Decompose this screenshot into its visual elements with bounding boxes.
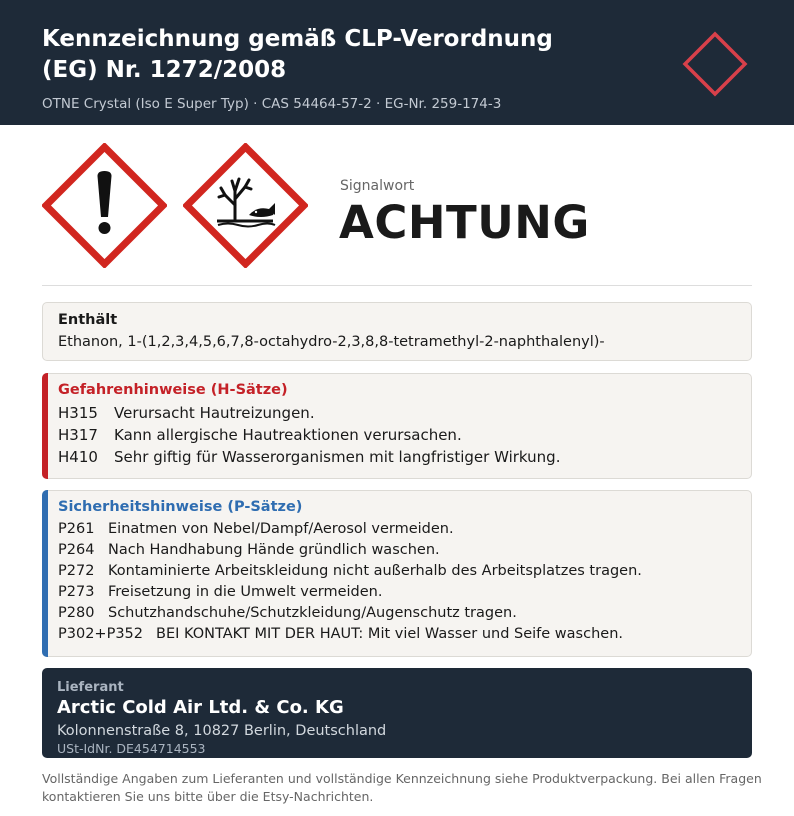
precautionary-statements-section bbox=[42, 490, 752, 657]
precaution-text: Schutzhandschuhe/Schutzkleidung/Augenschutz tragen. bbox=[108, 605, 517, 621]
contains-section bbox=[42, 302, 752, 361]
precautionary-statements-title: Sicherheitshinweise (P-Sätze) bbox=[58, 499, 303, 515]
precaution-statement bbox=[58, 542, 440, 558]
label-header bbox=[0, 0, 794, 125]
precaution-code: P261 bbox=[58, 521, 95, 537]
signal-word: ACHTUNG bbox=[339, 196, 590, 249]
hazard-statements-title: Gefahrenhinweise (H-Sätze) bbox=[58, 382, 288, 398]
hazard-statement bbox=[58, 426, 462, 444]
precaution-text: Nach Handhabung Hände gründlich waschen. bbox=[108, 542, 440, 558]
hazard-text: Verursacht Hautreizungen. bbox=[114, 404, 315, 422]
precaution-text: BEI KONTAKT MIT DER HAUT: Mit viel Wasser und Seife waschen. bbox=[156, 626, 623, 642]
precaution-accent-bar bbox=[42, 490, 48, 657]
hazard-code: H315 bbox=[58, 404, 98, 422]
precaution-statement bbox=[58, 605, 517, 621]
precaution-code: P280 bbox=[58, 605, 95, 621]
hazard-text: Kann allergische Hautreaktionen verursachen. bbox=[114, 426, 462, 444]
page-title: Kennzeichnung gemäß CLP-Verordnung (EG) Nr. 1272/2008 bbox=[42, 26, 553, 83]
hazard-accent-bar bbox=[42, 373, 48, 479]
footer-note: Vollständige Angaben zum Lieferanten und vollständige Kennzeichnung siehe Produktverpackung. Bei allen Fragen kontaktieren Sie uns bitte über die Etsy-Nachrichten. bbox=[42, 771, 762, 804]
precaution-statement bbox=[58, 626, 623, 642]
supplier-section bbox=[42, 668, 752, 758]
ghs09-environment-icon bbox=[183, 143, 308, 268]
supplier-label: Lieferant bbox=[57, 680, 124, 695]
precaution-text: Freisetzung in die Umwelt vermeiden. bbox=[108, 584, 383, 600]
hazard-statement bbox=[58, 448, 560, 466]
hazard-code: H410 bbox=[58, 448, 98, 466]
precaution-statement bbox=[58, 521, 454, 537]
hazard-pictograms bbox=[42, 143, 308, 268]
precaution-statement bbox=[58, 563, 642, 579]
signal-word-label: Signalwort bbox=[340, 178, 415, 194]
hazard-code: H317 bbox=[58, 426, 98, 444]
precaution-code: P273 bbox=[58, 584, 95, 600]
supplier-name: Arctic Cold Air Ltd. & Co. KG bbox=[57, 697, 344, 718]
precaution-text: Kontaminierte Arbeitskleidung nicht außerhalb des Arbeitsplatzes tragen. bbox=[108, 563, 642, 579]
hazard-text: Sehr giftig für Wasserorganismen mit langfristiger Wirkung. bbox=[114, 448, 561, 466]
supplier-vat-id: USt-IdNr. DE454714553 bbox=[57, 741, 206, 756]
hazard-statements-section bbox=[42, 373, 752, 479]
supplier-address: Kolonnenstraße 8, 10827 Berlin, Deutschland bbox=[57, 723, 387, 739]
contains-substance: Ethanon, 1-(1,2,3,4,5,6,7,8-octahydro-2,3,8,8-tetramethyl-2-naphthalenyl)- bbox=[58, 334, 605, 350]
ghs07-exclamation-mark-icon bbox=[42, 143, 167, 268]
precaution-code: P302+P352 bbox=[58, 626, 143, 642]
product-identifiers: OTNE Crystal (Iso E Super Typ) · CAS 54464-57-2 · EG-Nr. 259-174-3 bbox=[42, 96, 502, 112]
contains-title: Enthält bbox=[58, 312, 118, 328]
ghs-diamond-outline-icon bbox=[682, 31, 748, 97]
hazard-statement bbox=[58, 404, 315, 422]
precaution-statement bbox=[58, 584, 382, 600]
precaution-code: P272 bbox=[58, 563, 95, 579]
precaution-text: Einatmen von Nebel/Dampf/Aerosol vermeiden. bbox=[108, 521, 454, 537]
precaution-code: P264 bbox=[58, 542, 95, 558]
divider bbox=[42, 285, 752, 286]
